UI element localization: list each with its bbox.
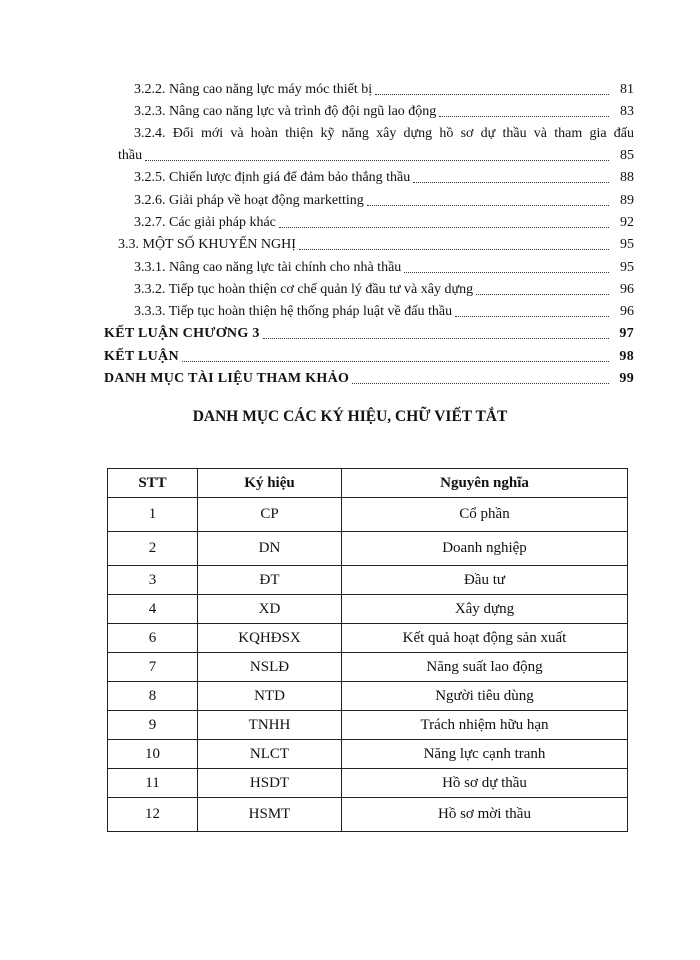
cell-ky-hieu: NTD [198, 682, 342, 711]
toc-entry-page: 88 [620, 170, 634, 185]
leader-dots [439, 116, 609, 117]
toc-entry-page: 85 [620, 148, 634, 163]
toc-entry-label: 3.3. MỘT SỐ KHUYẾN NGHỊ [118, 237, 296, 252]
toc-entry-label: 3.3.2. Tiếp tục hoàn thiện cơ chế quản lý đầu tư và xây dựng [134, 282, 474, 297]
leader-dots [352, 383, 609, 384]
table-row [108, 624, 628, 653]
cell-ky-hieu: ĐT [198, 566, 342, 595]
leader-dots [413, 182, 609, 183]
leader-dots [476, 294, 609, 295]
leader-dots [279, 227, 609, 228]
leader-dots [404, 272, 609, 273]
toc-entry-label: 3.2.4. Đổi mới và hoàn thiện kỹ năng xây dựng hồ sơ dự thầu và tham gia đấu [134, 126, 634, 141]
leader-dots [263, 338, 609, 339]
table-row [108, 532, 628, 566]
toc-entry[interactable] [134, 280, 634, 300]
table-row [108, 653, 628, 682]
cell-stt: 4 [108, 595, 198, 624]
cell-nguyen-nghia: Hồ sơ mời thầu [342, 798, 628, 832]
leader-dots [455, 316, 609, 317]
cell-nguyen-nghia: Năng suất lao động [342, 653, 628, 682]
toc-entry-label: 3.2.3. Nâng cao năng lực và trình độ đội ngũ lao động [134, 104, 437, 119]
cell-nguyen-nghia: Hồ sơ dự thầu [342, 769, 628, 798]
toc-entry-page: 97 [619, 326, 634, 341]
toc-entry-label: 3.3.3. Tiếp tục hoàn thiện hệ thống pháp luật về đấu thầu [134, 304, 453, 319]
toc-entry-page: 99 [619, 371, 634, 386]
cell-stt: 9 [108, 711, 198, 740]
column-header-ky-hieu: Ký hiệu [198, 469, 342, 498]
toc-entry-label: thầu [118, 148, 143, 163]
toc-entry[interactable] [134, 124, 634, 144]
toc-entry-label: KẾT LUẬN [104, 349, 179, 364]
cell-ky-hieu: TNHH [198, 711, 342, 740]
cell-stt: 2 [108, 532, 198, 566]
table-row [108, 769, 628, 798]
cell-ky-hieu: NLCT [198, 740, 342, 769]
column-header-stt: STT [108, 469, 198, 498]
toc-entry-label: 3.3.1. Nâng cao năng lực tài chính cho nhà thầu [134, 260, 402, 275]
section-title: DANH MỤC CÁC KÝ HIỆU, CHỮ VIẾT TẮT [192, 408, 508, 425]
leader-dots [299, 249, 609, 250]
table-row [108, 498, 628, 532]
leader-dots [145, 160, 609, 161]
toc-entry[interactable] [104, 324, 634, 344]
cell-nguyen-nghia: Xây dựng [342, 595, 628, 624]
cell-nguyen-nghia: Doanh nghiệp [342, 532, 628, 566]
cell-ky-hieu: KQHĐSX [198, 624, 342, 653]
cell-ky-hieu: NSLĐ [198, 653, 342, 682]
cell-stt: 8 [108, 682, 198, 711]
toc-entry-page: 98 [619, 349, 634, 364]
table-row [108, 595, 628, 624]
toc-entry-page: 81 [620, 82, 634, 97]
leader-dots [367, 205, 609, 206]
toc-entry-label: 3.2.2. Nâng cao năng lực máy móc thiết bị [134, 82, 373, 97]
table-row [108, 740, 628, 769]
toc-entry-page: 95 [620, 260, 634, 275]
toc-entry[interactable] [134, 302, 634, 322]
cell-nguyen-nghia: Cổ phần [342, 498, 628, 532]
toc-entry-page: 95 [620, 237, 634, 252]
toc-entry[interactable] [118, 235, 634, 255]
cell-stt: 12 [108, 798, 198, 832]
cell-nguyen-nghia: Kết quả hoạt động sản xuất [342, 624, 628, 653]
table-row [108, 711, 628, 740]
toc-entry-page: 96 [620, 304, 634, 319]
cell-stt: 10 [108, 740, 198, 769]
toc-entry-label: DANH MỤC TÀI LIỆU THAM KHẢO [104, 371, 350, 386]
cell-ky-hieu: XD [198, 595, 342, 624]
toc-entry-page: 92 [620, 215, 634, 230]
cell-ky-hieu: CP [198, 498, 342, 532]
cell-ky-hieu: HSMT [198, 798, 342, 832]
leader-dots [375, 94, 609, 95]
toc-entry[interactable] [118, 146, 634, 166]
table-row [108, 566, 628, 595]
cell-nguyen-nghia: Năng lực cạnh tranh [342, 740, 628, 769]
cell-stt: 6 [108, 624, 198, 653]
cell-stt: 11 [108, 769, 198, 798]
toc-entry[interactable] [134, 102, 634, 122]
table-row [108, 682, 628, 711]
toc-entry-label: 3.2.6. Giải pháp về hoạt động marketting [134, 193, 364, 208]
toc-entry[interactable] [134, 168, 634, 188]
cell-nguyen-nghia: Trách nhiệm hữu hạn [342, 711, 628, 740]
cell-stt: 7 [108, 653, 198, 682]
cell-stt: 1 [108, 498, 198, 532]
cell-stt: 3 [108, 566, 198, 595]
abbreviation-table [107, 468, 628, 832]
cell-ky-hieu: HSDT [198, 769, 342, 798]
toc-entry-label: KẾT LUẬN CHƯƠNG 3 [104, 326, 260, 341]
toc-entry[interactable] [134, 258, 634, 278]
toc-entry[interactable] [104, 347, 634, 367]
leader-dots [182, 361, 609, 362]
toc-entry[interactable] [134, 213, 634, 233]
toc-entry[interactable] [104, 369, 634, 389]
toc-entry-page: 96 [620, 282, 634, 297]
toc-entry[interactable] [134, 80, 634, 100]
cell-nguyen-nghia: Đầu tư [342, 566, 628, 595]
column-header-nguyen-nghia: Nguyên nghĩa [342, 469, 628, 498]
toc-entry-label: 3.2.7. Các giải pháp khác [134, 215, 276, 230]
toc-entry[interactable] [134, 191, 634, 211]
toc-entry-page: 89 [620, 193, 634, 208]
table-row [108, 798, 628, 832]
table-header-row [108, 469, 628, 498]
cell-ky-hieu: DN [198, 532, 342, 566]
cell-nguyen-nghia: Người tiêu dùng [342, 682, 628, 711]
toc-entry-page: 83 [620, 104, 634, 119]
toc-entry-label: 3.2.5. Chiến lược định giá để đảm bảo thắng thầu [134, 170, 411, 185]
